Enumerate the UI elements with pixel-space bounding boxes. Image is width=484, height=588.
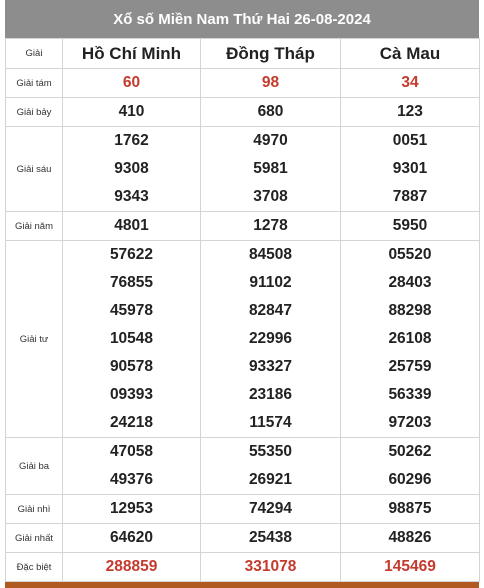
prize-row <box>6 553 480 582</box>
winning-number: 88298 <box>388 302 432 319</box>
prize-cell <box>201 212 341 241</box>
prize-cell <box>201 524 341 553</box>
province-name: Hồ Chí Minh <box>63 39 201 69</box>
winning-number: 98 <box>261 74 280 91</box>
prize-row <box>6 524 480 553</box>
prize-label: Giải tư <box>6 241 63 438</box>
winning-number: 93327 <box>248 358 293 375</box>
winning-number: 331078 <box>244 558 297 575</box>
province-name: Cà Mau <box>341 39 480 69</box>
winning-number: 84508 <box>248 246 293 263</box>
prize-cell <box>201 553 341 582</box>
prize-cell <box>201 98 341 127</box>
winning-number: 60296 <box>388 471 432 488</box>
results-title: Xổ số Miền Nam Thứ Hai 26-08-2024 <box>5 0 479 38</box>
province-header-row <box>6 39 480 69</box>
prize-cell <box>341 127 480 212</box>
winning-number: 55350 <box>248 443 293 460</box>
winning-number: 9308 <box>114 160 149 177</box>
winning-number: 4801 <box>114 217 149 234</box>
winning-number: 09393 <box>109 386 154 403</box>
winning-number: 56339 <box>388 386 432 403</box>
winning-number: 0051 <box>392 132 428 149</box>
prize-cell <box>201 241 341 438</box>
winning-number: 34 <box>401 74 419 91</box>
winning-number: 145469 <box>384 558 436 575</box>
winning-number: 1762 <box>114 132 149 149</box>
winning-number: 26108 <box>388 330 432 347</box>
prize-cell <box>63 495 201 524</box>
winning-number: 5981 <box>253 160 288 177</box>
prize-cell <box>63 212 201 241</box>
prize-label: Đặc biệt <box>6 553 63 582</box>
prize-row <box>6 495 480 524</box>
prize-cell <box>341 495 480 524</box>
prize-label: Giải bảy <box>6 98 63 127</box>
winning-number: 288859 <box>105 558 158 575</box>
prize-label: Giải tám <box>6 69 63 98</box>
results-panel <box>5 0 479 588</box>
winning-number: 1278 <box>253 217 288 234</box>
prize-cell <box>341 241 480 438</box>
prize-cell <box>63 127 201 212</box>
winning-number: 22996 <box>248 330 293 347</box>
winning-number: 45978 <box>109 302 154 319</box>
prize-cell <box>63 69 201 98</box>
prize-row <box>6 127 480 212</box>
winning-number: 26921 <box>248 471 293 488</box>
winning-number: 28403 <box>388 274 432 291</box>
prize-cell <box>201 438 341 495</box>
prize-label: Giải năm <box>6 212 63 241</box>
prize-cell <box>341 553 480 582</box>
prize-row <box>6 438 480 495</box>
prize-cell <box>341 524 480 553</box>
winning-number: 11574 <box>249 414 292 431</box>
winning-number: 64620 <box>109 529 154 546</box>
prize-cell <box>341 98 480 127</box>
winning-number: 47058 <box>109 443 154 460</box>
prize-cell <box>63 438 201 495</box>
winning-number: 50262 <box>388 443 432 460</box>
winning-number: 05520 <box>388 246 432 263</box>
winning-number: 680 <box>257 103 284 120</box>
prize-column-header: Giải <box>6 39 63 69</box>
winning-number: 3708 <box>253 188 288 205</box>
winning-number: 57622 <box>109 246 154 263</box>
winning-number: 91102 <box>249 274 292 291</box>
winning-number: 48826 <box>388 529 432 546</box>
prize-row <box>6 241 480 438</box>
winning-number: 10548 <box>109 330 154 347</box>
results-table <box>5 38 480 582</box>
winning-number: 90578 <box>109 358 154 375</box>
prize-row <box>6 212 480 241</box>
winning-number: 7887 <box>392 188 428 205</box>
prize-label: Giải ba <box>6 438 63 495</box>
prize-cell <box>201 495 341 524</box>
prize-cell <box>341 438 480 495</box>
winning-number: 60 <box>122 74 141 91</box>
winning-number: 74294 <box>248 500 293 517</box>
winning-number: 410 <box>118 103 145 120</box>
prize-label: Giải sáu <box>6 127 63 212</box>
winning-number: 82847 <box>248 302 293 319</box>
prize-rows <box>6 69 480 582</box>
prize-cell <box>201 69 341 98</box>
winning-number: 5950 <box>392 217 428 234</box>
winning-number: 25438 <box>248 529 293 546</box>
prize-cell <box>63 98 201 127</box>
winning-number: 24218 <box>109 414 154 431</box>
prize-cell <box>341 69 480 98</box>
winning-number: 4970 <box>253 132 288 149</box>
prize-row <box>6 98 480 127</box>
winning-number: 23186 <box>248 386 293 403</box>
winning-number: 98875 <box>388 500 432 517</box>
winning-number: 9343 <box>114 188 149 205</box>
winning-number: 97203 <box>388 414 432 431</box>
province-name: Đồng Tháp <box>201 39 341 69</box>
prize-cell <box>63 241 201 438</box>
winning-number: 25759 <box>388 358 432 375</box>
winning-number: 9301 <box>392 160 428 177</box>
prize-label: Giải nhì <box>6 495 63 524</box>
bottom-bar <box>5 582 479 588</box>
prize-cell <box>341 212 480 241</box>
prize-cell <box>201 127 341 212</box>
prize-label: Giải nhất <box>6 524 63 553</box>
winning-number: 49376 <box>109 471 154 488</box>
prize-cell <box>63 524 201 553</box>
winning-number: 12953 <box>109 500 154 517</box>
winning-number: 76855 <box>109 274 154 291</box>
prize-cell <box>63 553 201 582</box>
prize-row <box>6 69 480 98</box>
winning-number: 123 <box>397 103 423 120</box>
